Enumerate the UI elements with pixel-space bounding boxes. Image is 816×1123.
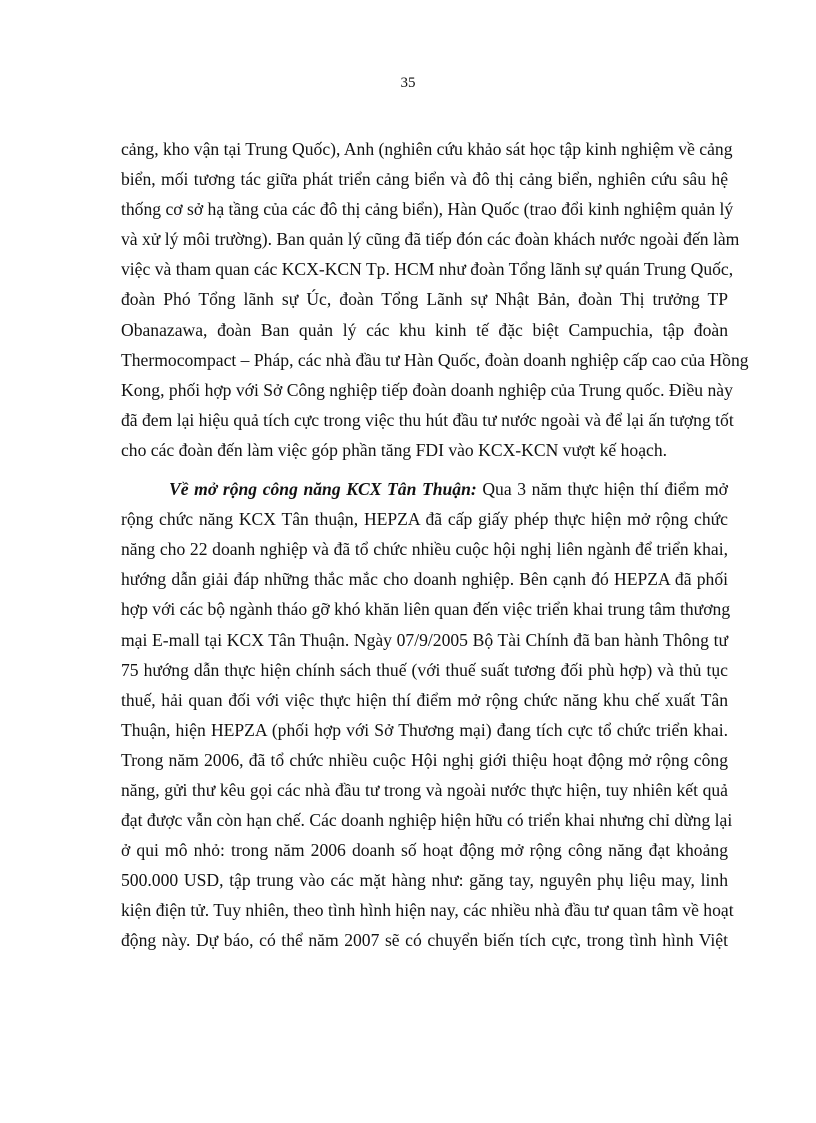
text-line: cho các đoàn đến làm việc góp phần tăng FDI vào KCX-KCN vượt kế hoạch.	[121, 439, 668, 460]
text-line: kiện điện tử. Tuy nhiên, theo tình hình hiện nay, các nhiều nhà đầu tư quan tâm về hoạt	[121, 900, 734, 921]
text-line: đạt được vẫn còn hạn chế. Các doanh nghiệp hiện hữu có triển khai nhưng chỉ dừng lại	[121, 810, 733, 831]
text-line: cảng, kho vận tại Trung Quốc), Anh (nghiên cứu khảo sát học tập kinh nghiệm về cảng	[121, 139, 733, 159]
text-line: năng, gửi thư kêu gọi các nhà đầu tư trong và ngoài nước thực hiện, tuy nhiên kết quả	[121, 779, 728, 800]
text-line: Obanazawa, đoàn Ban quản lý các khu kinh tế đặc biệt Campuchia, tập đoàn	[121, 319, 728, 340]
text-line: và xử lý môi trường). Ban quản lý cũng đã tiếp đón các đoàn khách nước ngoài đến làm	[121, 229, 740, 250]
text-line: rộng chức năng KCX Tân thuận, HEPZA đã cấp giấy phép thực hiện mở rộng chức	[121, 509, 728, 530]
section-heading: Về mở rộng công năng KCX Tân Thuận:	[169, 479, 477, 500]
text-line: động này. Dự báo, có thể năm 2007 sẽ có chuyển biến tích cực, trong tình hình Việt	[121, 930, 728, 951]
text-line: 500.000 USD, tập trung vào các mặt hàng như: găng tay, nguyên phụ liệu may, linh	[121, 870, 728, 891]
text-line: hợp với các bộ ngành tháo gỡ khó khăn liên quan đến việc triển khai trung tâm thương	[121, 599, 731, 620]
paragraph-spacing	[121, 465, 728, 474]
text-line: Thermocompact – Pháp, các nhà đầu tư Hàn Quốc, đoàn doanh nghiệp cấp cao của Hồng	[121, 349, 749, 370]
text-line: năng cho 22 doanh nghiệp và đã tổ chức nhiều cuộc hội nghị liên ngành để triển khai,	[121, 539, 728, 560]
text-line: biển, mối tương tác giữa phát triển cảng biển và đô thị cảng biển, nghiên cứu sâu hệ	[121, 169, 728, 190]
text-line: hướng dẫn giải đáp những thắc mắc cho doanh nghiệp. Bên cạnh đó HEPZA đã phối	[121, 569, 728, 590]
text-line: thuế, hải quan đối với việc thực hiện thí điểm mở rộng chức năng khu chế xuất Tân	[121, 689, 728, 710]
text-line: mại E-mall tại KCX Tân Thuận. Ngày 07/9/2005 Bộ Tài Chính đã ban hành Thông tư	[121, 629, 728, 650]
paragraph-first-line	[121, 474, 728, 504]
text-line: 75 hướng dẫn thực hiện chính sách thuế (với thuế suất tương đối phù hợp) và thủ tục	[121, 659, 728, 680]
text-line: Kong, phối hợp với Sở Công nghiệp tiếp đoàn doanh nghiệp của Trung quốc. Điều này	[121, 379, 733, 400]
document-body	[121, 134, 749, 956]
text-run: Qua 3 năm thực hiện thí điểm mở	[476, 479, 728, 500]
paragraph-2	[121, 474, 734, 956]
paragraph-1	[121, 134, 749, 465]
text-line: Trong năm 2006, đã tổ chức nhiều cuộc Hội nghị giới thiệu hoạt động mở rộng công	[121, 749, 728, 770]
text-line: thống cơ sở hạ tầng của các đô thị cảng biển), Hàn Quốc (trao đổi kinh nghiệm quản lý	[121, 199, 734, 220]
text-line: việc và tham quan các KCX-KCN Tp. HCM như đoàn Tổng lãnh sự quán Trung Quốc,	[121, 259, 734, 280]
text-line: Thuận, hiện HEPZA (phối hợp với Sở Thương mại) đang tích cực tổ chức triển khai.	[121, 719, 728, 740]
page-number: 35	[400, 75, 416, 91]
text-line: đoàn Phó Tổng lãnh sự Úc, đoàn Tổng Lãnh sự Nhật Bản, đoàn Thị trưởng TP	[121, 289, 728, 310]
text-line: đã đem lại hiệu quả tích cực trong việc thu hút đầu tư nước ngoài và để lại ấn tượng tốt	[121, 409, 734, 430]
text-line: ở qui mô nhỏ: trong năm 2006 doanh số hoạt động mở rộng công năng đạt khoảng	[121, 840, 728, 861]
